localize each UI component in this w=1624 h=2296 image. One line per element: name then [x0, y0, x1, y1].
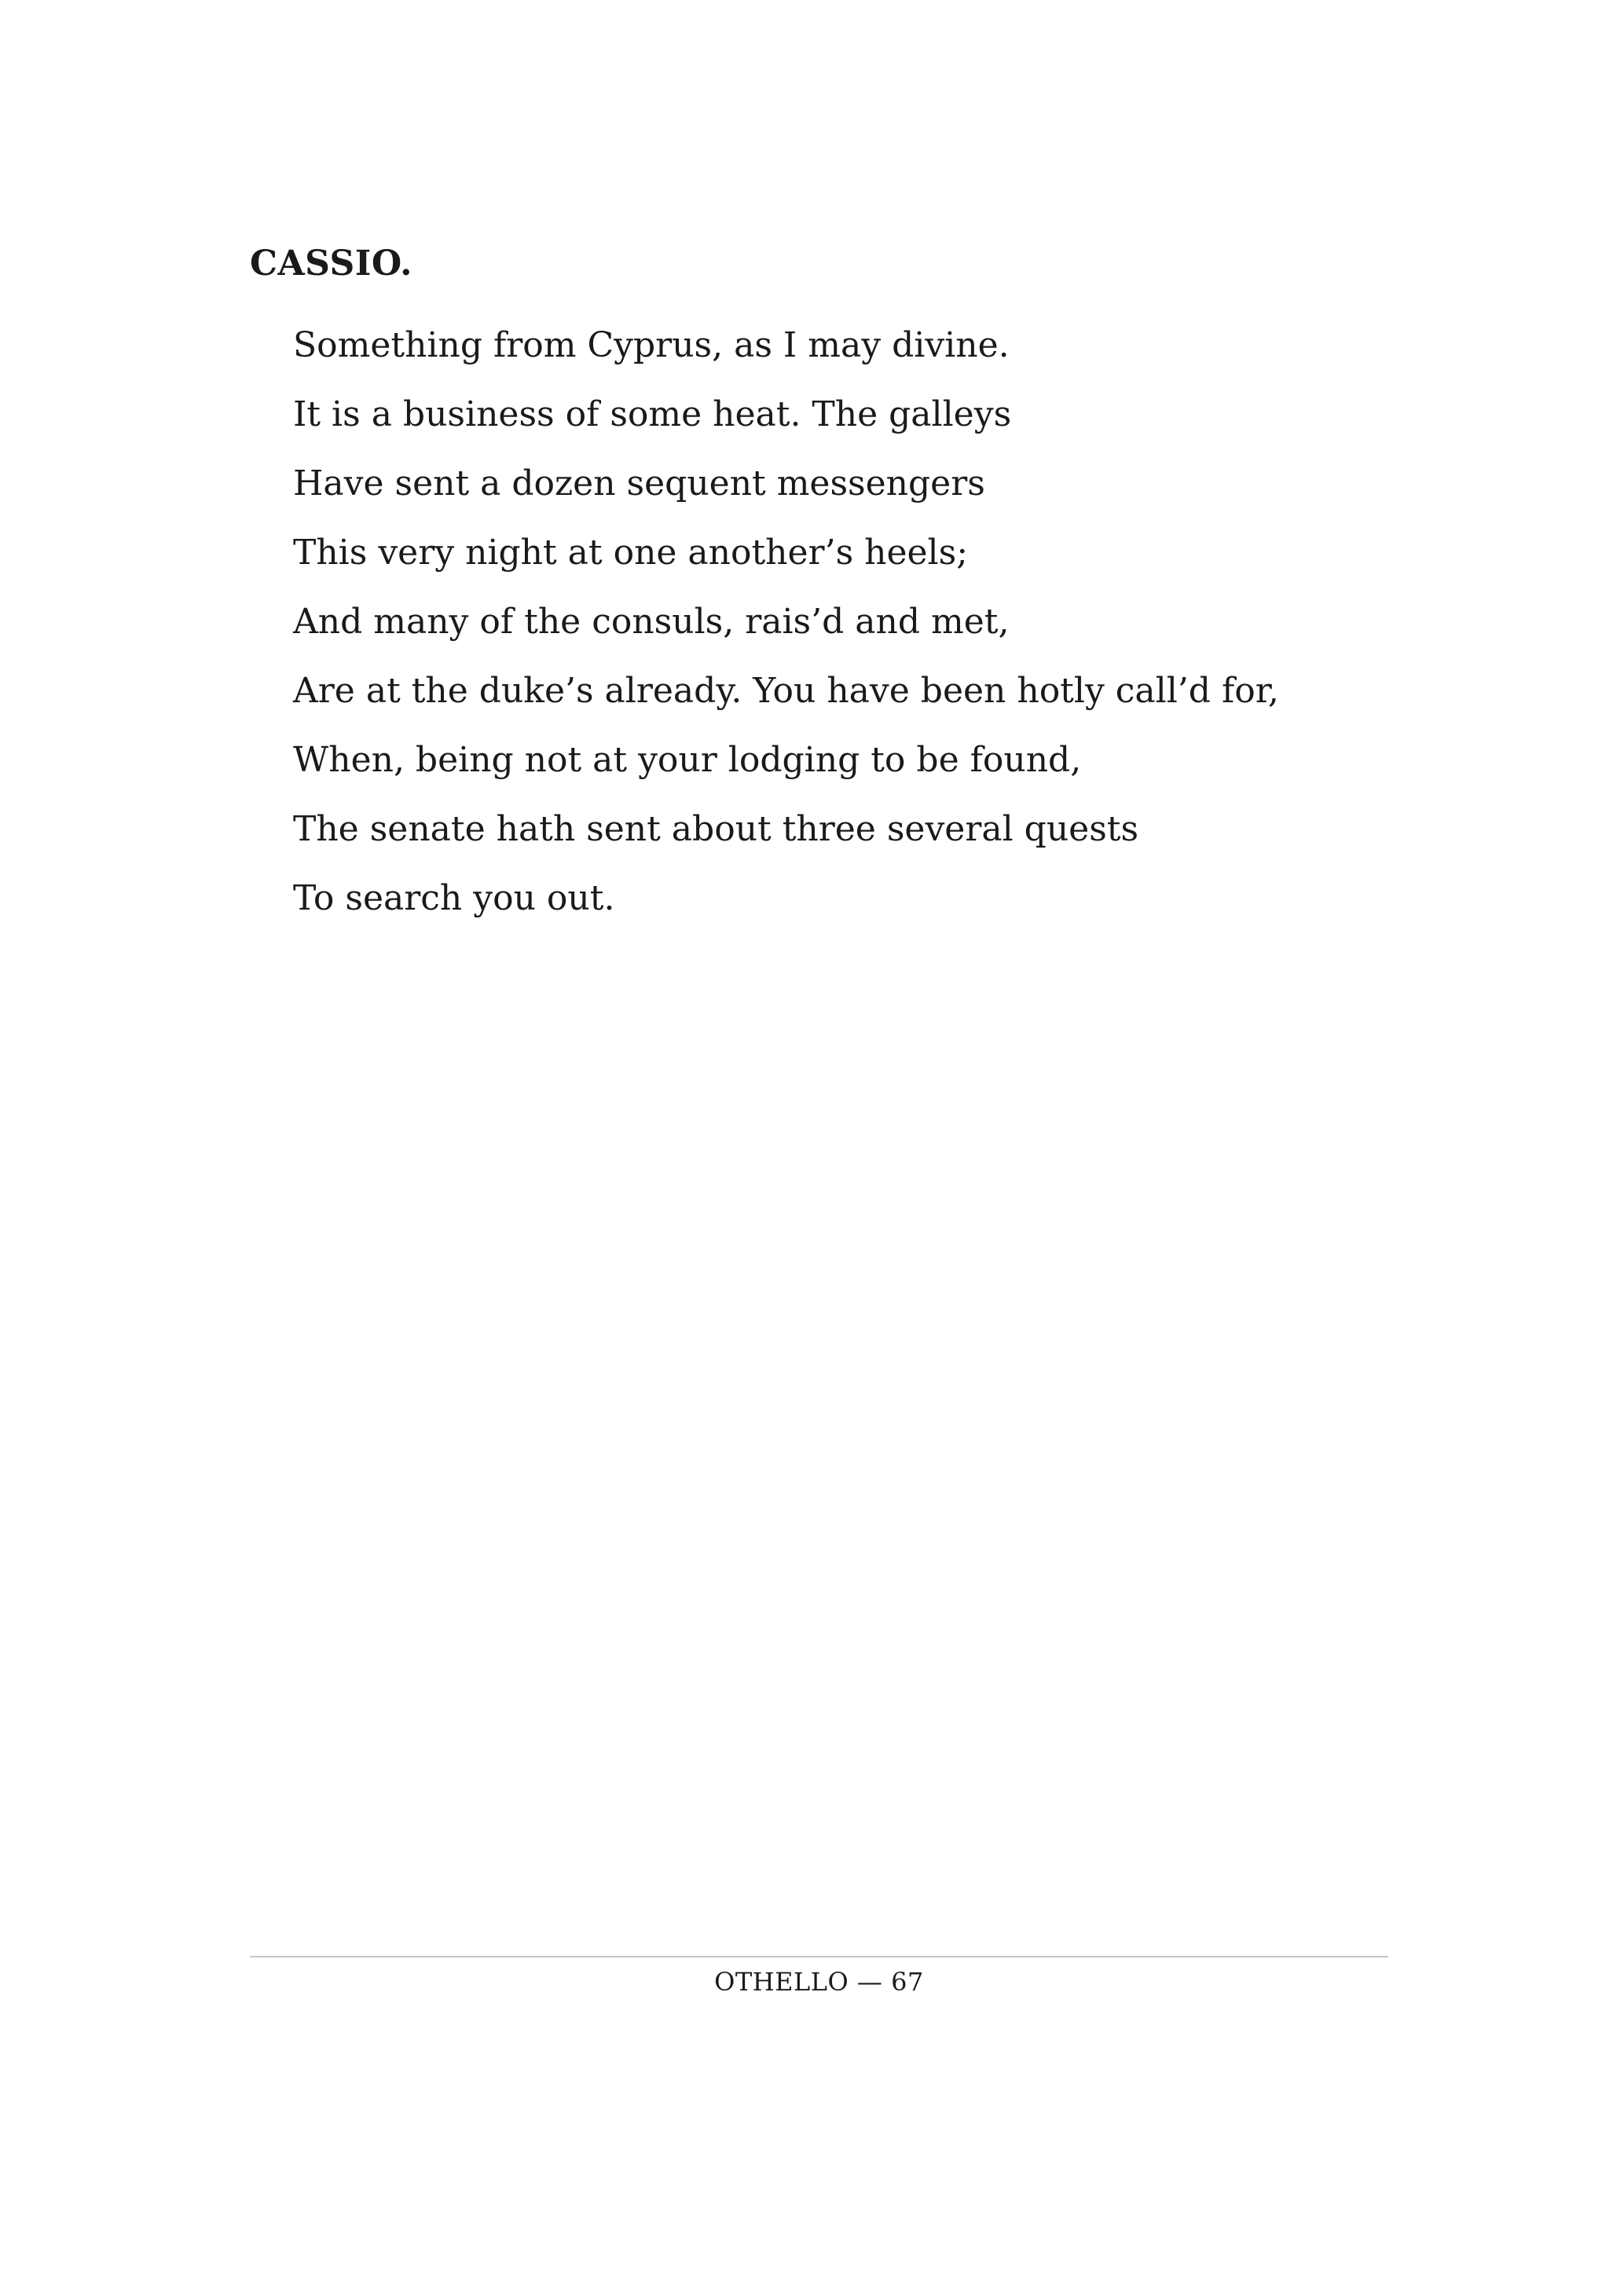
verse-line: It is a business of some heat. The galleys	[293, 394, 1012, 434]
verse-line: And many of the consuls, rais’d and met,	[293, 602, 1010, 642]
verse-block	[293, 311, 1279, 933]
footer-divider	[250, 1956, 1388, 1957]
verse-line: When, being not at your lodging to be found,	[293, 740, 1082, 780]
verse-line: Something from Cyprus, as I may divine.	[293, 325, 1010, 365]
running-footer: OTHELLO — 67	[714, 1967, 924, 1997]
verse-line: Are at the duke’s already. You have been hotly call’d for,	[293, 671, 1279, 711]
verse-line: To search you out.	[293, 878, 615, 918]
verse-line: This very night at one another’s heels;	[293, 533, 969, 573]
verse-line: The senate hath sent about three several quests	[293, 809, 1139, 849]
speaker-name: CASSIO.	[250, 244, 412, 284]
verse-line: Have sent a dozen sequent messengers	[293, 463, 985, 504]
